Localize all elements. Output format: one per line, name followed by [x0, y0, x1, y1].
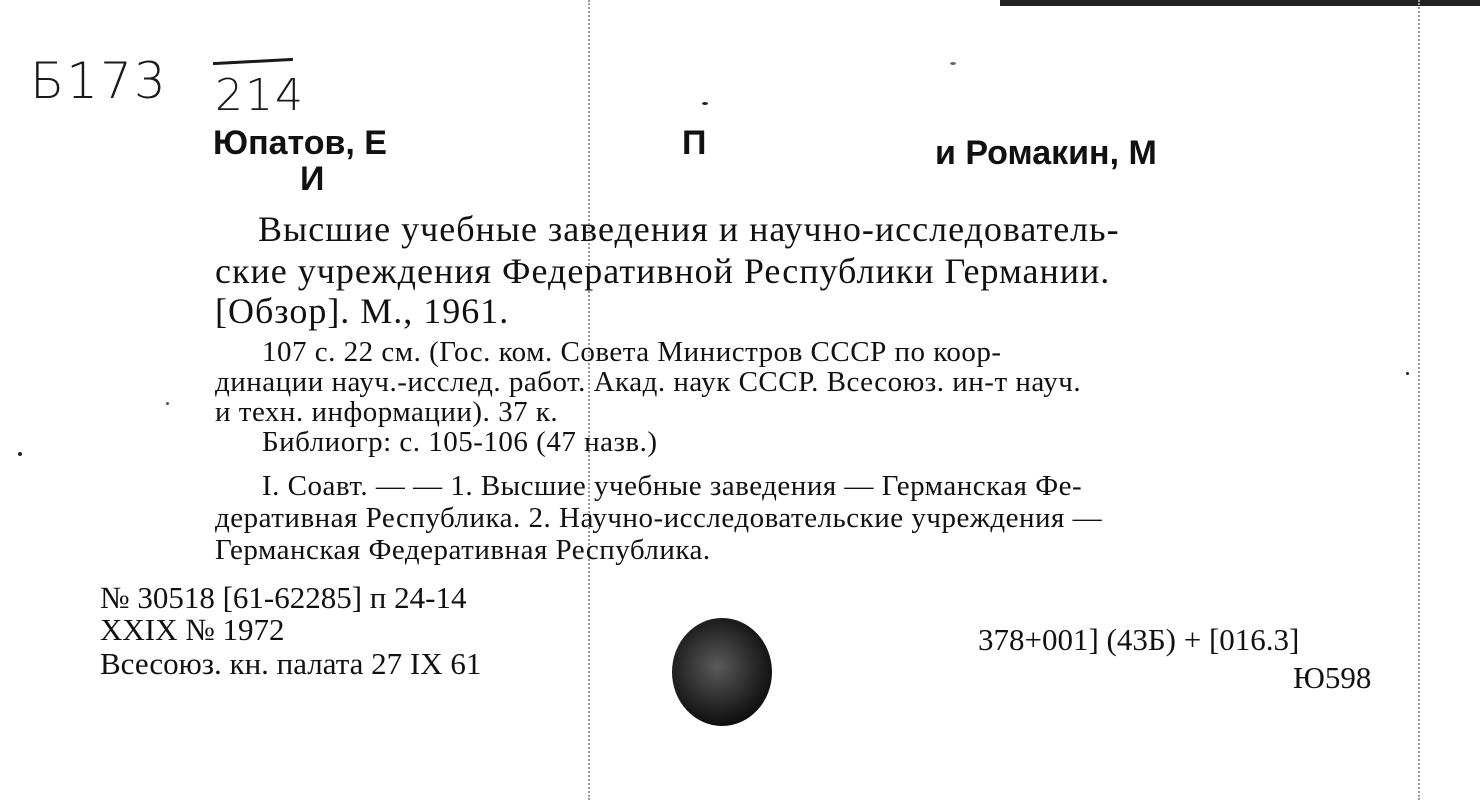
title-line: ские учреждения Федеративной Республики Германии.	[215, 251, 1111, 291]
coauthor-name: и Ромакин, М	[935, 134, 1157, 172]
volume-number: XXIX № 1972	[100, 612, 285, 647]
ink-speck	[950, 62, 956, 65]
description-line: динации науч.-исслед. работ. Акад. наук СССР. Всесоюз. ин-т науч.	[215, 366, 1082, 398]
chamber-date: Всесоюз. кн. палата 27 IX 61	[100, 646, 482, 681]
author-initial: И	[300, 160, 325, 198]
card-top-border	[1000, 0, 1480, 6]
author-mark: Ю598	[1293, 660, 1372, 695]
accession-number: № 30518 [61-62285] п 24-14	[100, 580, 467, 615]
handwritten-sub-number: 214	[215, 70, 305, 121]
tracing-line: I. Соавт. — — 1. Высшие учебные заведения — Германская Фе-	[262, 470, 1083, 502]
ink-speck	[702, 102, 708, 105]
ink-speck	[18, 452, 22, 456]
dotted-column-rule	[1418, 0, 1420, 800]
tracing-line: Германская Федеративная Республика.	[215, 534, 711, 566]
description-line: 107 с. 22 см. (Гос. ком. Совета Министров СССР по коор-	[262, 336, 1002, 368]
description-line: и техн. информации). 37 к.	[215, 396, 559, 428]
classification-code: 378+001] (43Б) + [016.3]	[978, 622, 1300, 657]
title-line: [Обзор]. М., 1961.	[215, 291, 510, 331]
ink-speck	[166, 402, 169, 405]
title-line: Высшие учебные заведения и научно-исследователь-	[258, 209, 1120, 249]
handwritten-overline	[213, 58, 293, 65]
tracing-line: деративная Республика. 2. Научно-исследовательские учреждения —	[215, 502, 1103, 534]
author-middle-initial: П	[682, 124, 707, 162]
dotted-column-rule	[588, 0, 590, 800]
bibliography-note: Библиогр: с. 105-106 (47 назв.)	[262, 426, 658, 458]
author-surname: Юпатов, Е	[213, 124, 387, 162]
ink-speck	[1406, 372, 1409, 375]
handwritten-call-number: Б173	[30, 52, 168, 110]
punch-hole	[672, 618, 772, 726]
